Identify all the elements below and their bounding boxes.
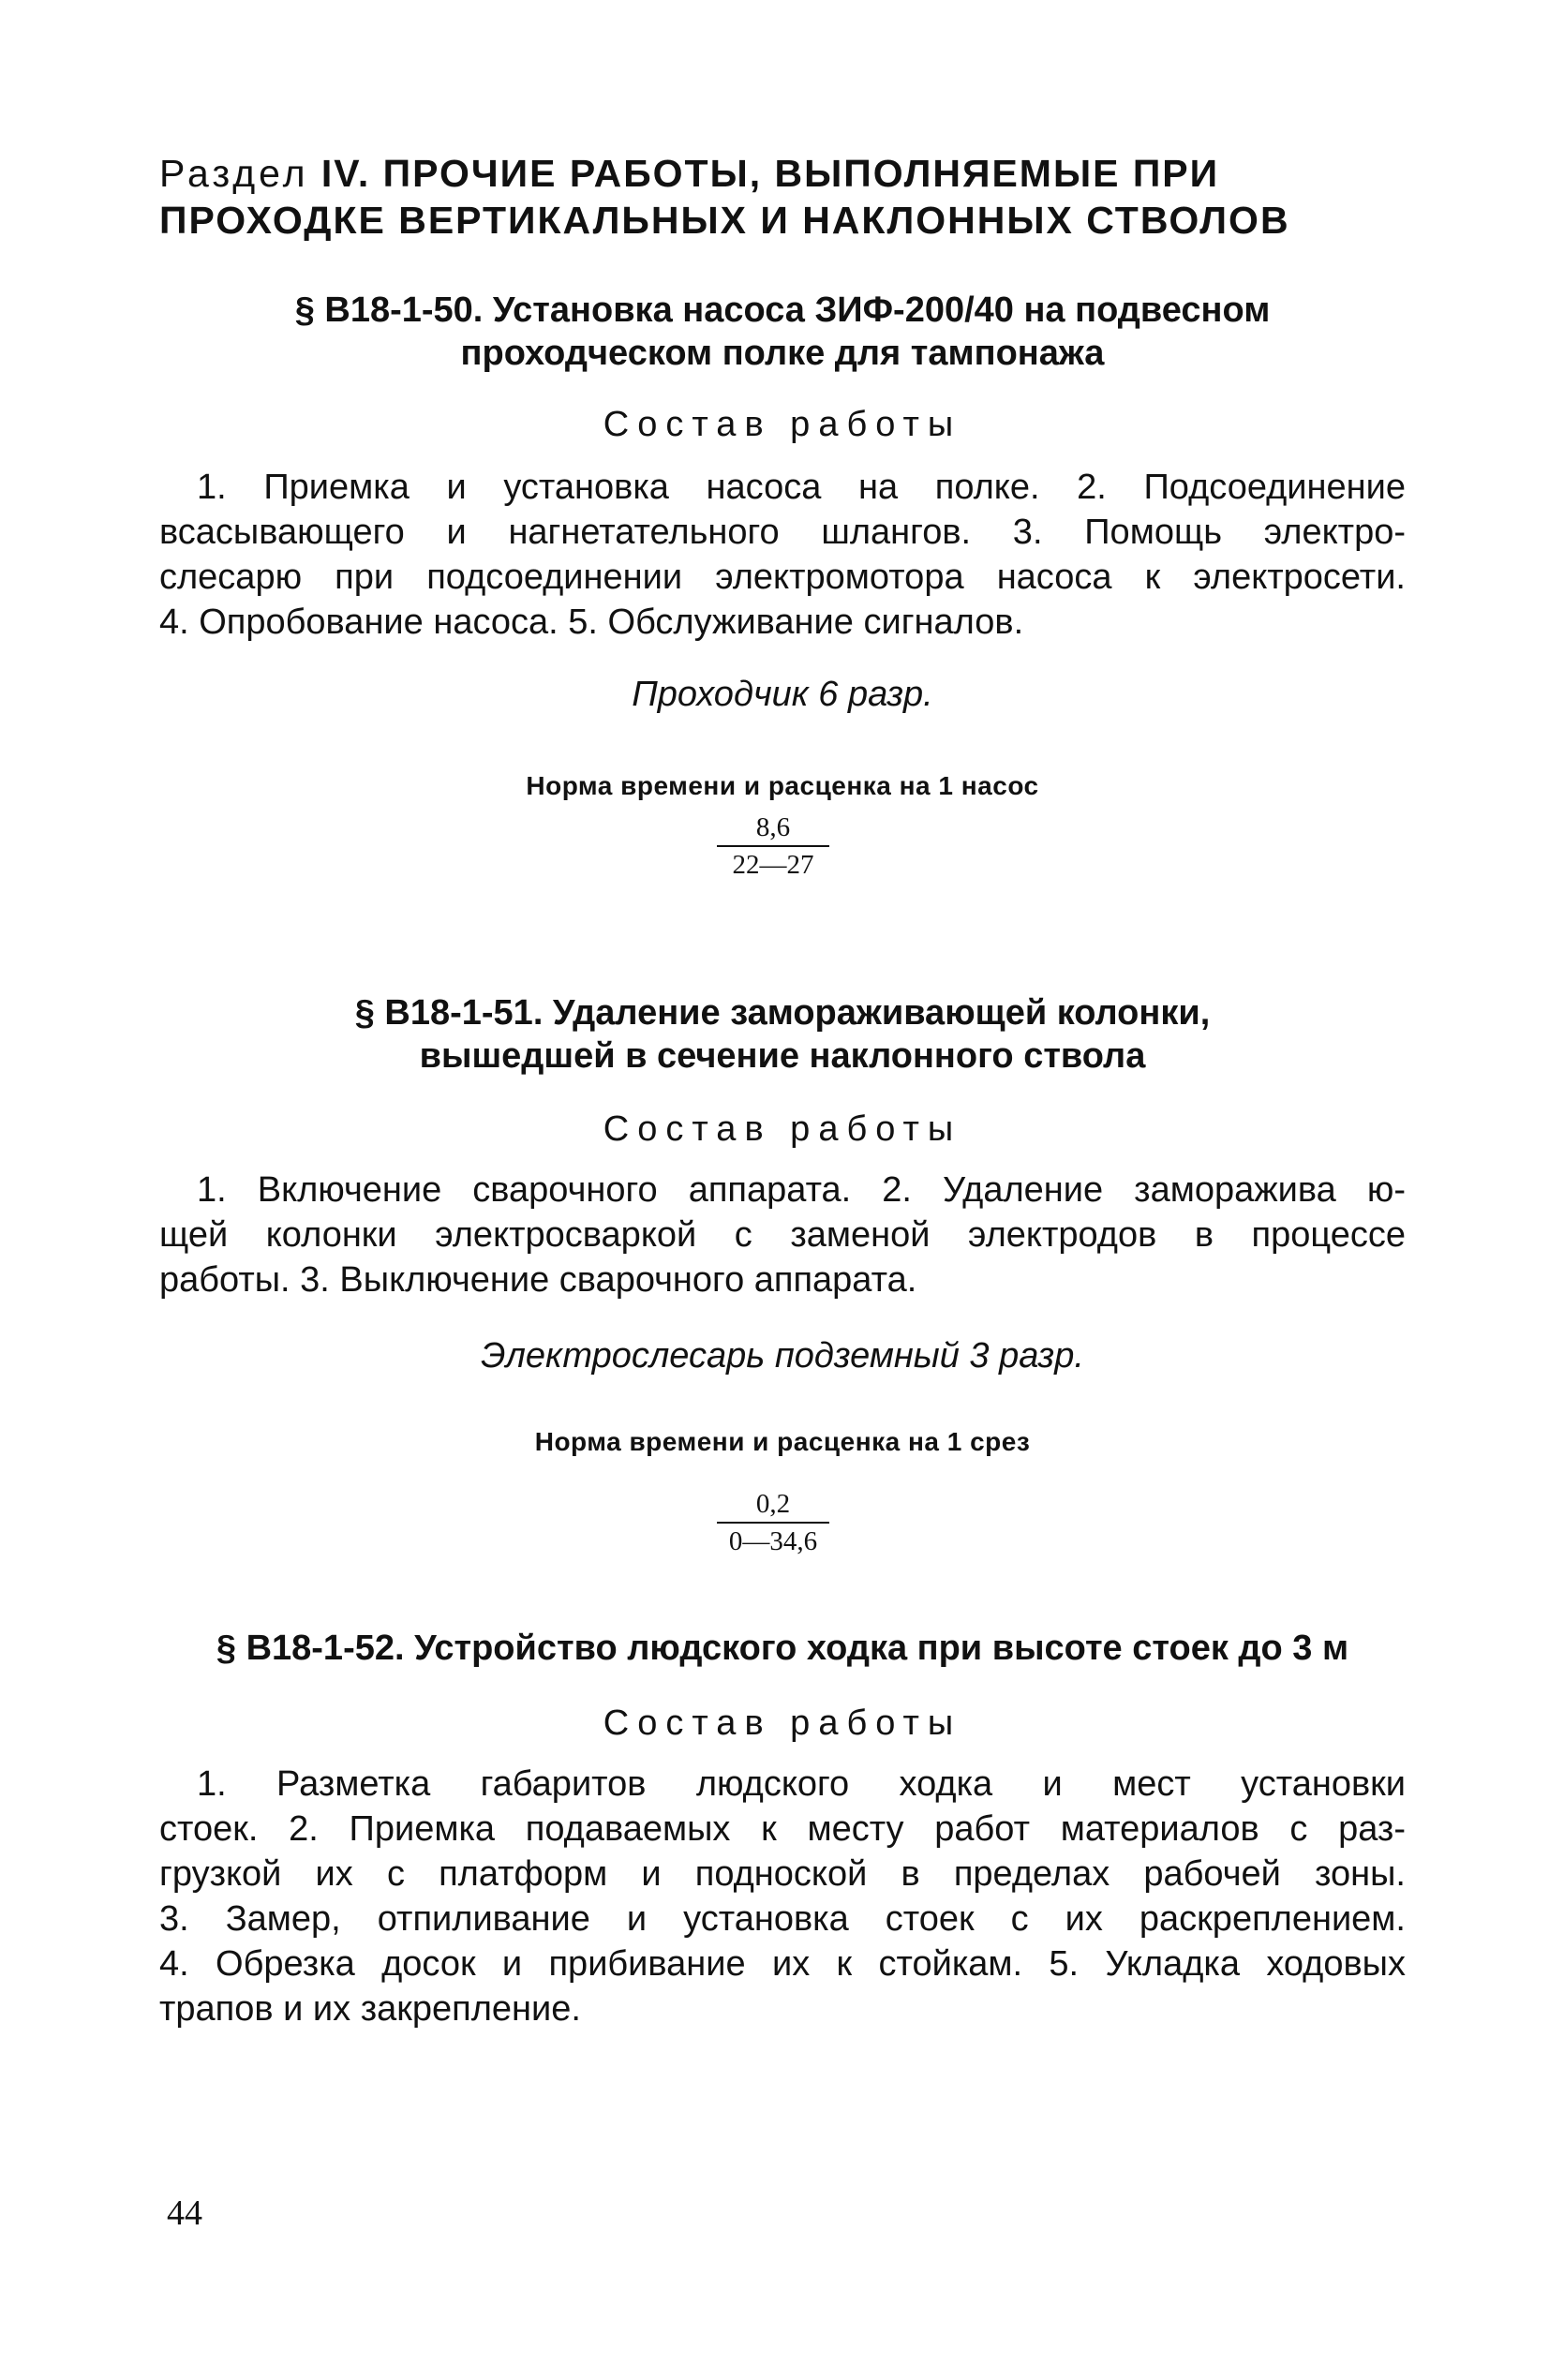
norm-time: 0,2 — [717, 1488, 829, 1524]
norm-fraction — [707, 811, 839, 881]
text-line: щей колонки электросваркой с заменой электродов в процессе — [159, 1215, 1406, 1255]
section-title-part-1: IV. ПРОЧИЕ РАБОТЫ, ВЫПОЛНЯЕМЫЕ ПРИ — [308, 152, 1220, 195]
text-line: слесарю при подсоединении электромотора насоса к электросети. — [159, 558, 1406, 597]
worker-grade: Проходчик 6 разр. — [632, 675, 933, 714]
work-composition-text — [159, 465, 1406, 645]
work-composition-text — [159, 1168, 1406, 1302]
text-line: трапов и их закрепление. — [159, 1989, 581, 2029]
paragraph-title-b18-1-52 — [159, 1627, 1406, 1670]
norm-rate: 22—27 — [732, 850, 814, 880]
text-line: 3. Замер, отпиливание и установка стоек с их раскреплением. — [159, 1899, 1406, 1939]
text-line: 1. Разметка габаритов людского ходка и мест установки — [197, 1764, 1406, 1804]
paragraph-title-line: § В18-1-51. Удаление замораживающей колонки, — [354, 993, 1211, 1033]
composition-heading: Состав работы — [603, 405, 962, 444]
text-line: 4. Опробование насоса. 5. Обслуживание сигналов. — [159, 602, 1024, 642]
paragraph-title-line: § В18-1-50. Установка насоса ЗИФ-200/40 на подвесном — [294, 290, 1271, 330]
section-heading-line-2: ПРОХОДКЕ ВЕРТИКАЛЬНЫХ И НАКЛОННЫХ СТВОЛОВ — [159, 199, 1290, 242]
text-line: 4. Обрезка досок и прибивание их к стойкам. 5. Укладка ходовых — [159, 1944, 1406, 1984]
paragraph-title-b18-1-51 — [159, 991, 1406, 1078]
paragraph-title-line: § В18-1-52. Устройство людского ходка при высоте стоек до 3 м — [216, 1629, 1349, 1668]
norm-rate: 0—34,6 — [728, 1526, 818, 1556]
text-line: стоек. 2. Приемка подаваемых к месту работ материалов с раз- — [159, 1809, 1406, 1849]
norm-fraction — [707, 1488, 839, 1557]
paragraph-title-b18-1-50 — [159, 289, 1406, 375]
section-heading-line-1 — [159, 150, 1406, 197]
page-number: 44 — [167, 2194, 202, 2233]
section-heading — [159, 150, 1406, 244]
worker-grade: Электрослесарь подземный 3 разр. — [481, 1336, 1084, 1376]
norm-caption: Норма времени и расценка на 1 срез — [534, 1427, 1031, 1456]
text-line: работы. 3. Выключение сварочного аппарата. — [159, 1260, 917, 1300]
text-line: 1. Включение сварочного аппарата. 2. Удаление заморажива ю- — [197, 1170, 1406, 1210]
norm-time: 8,6 — [717, 811, 829, 847]
paragraph-title-line: проходческом полке для тампонажа — [460, 334, 1105, 373]
composition-heading: Состав работы — [603, 1109, 962, 1149]
text-line: всасывающего и нагнетательного шлангов. 3. Помощь электро- — [159, 513, 1406, 552]
composition-heading: Состав работы — [603, 1703, 962, 1743]
text-line: грузкой их с платформ и подноской в пределах рабочей зоны. — [159, 1854, 1406, 1894]
work-composition-text — [159, 1762, 1406, 2031]
section-prefix: Раздел — [159, 152, 309, 195]
norm-caption: Норма времени и расценка на 1 насос — [526, 771, 1039, 800]
paragraph-title-line: вышедшей в сечение наклонного ствола — [419, 1036, 1146, 1076]
text-line: 1. Приемка и установка насоса на полке. 2. Подсоединение — [197, 468, 1406, 507]
